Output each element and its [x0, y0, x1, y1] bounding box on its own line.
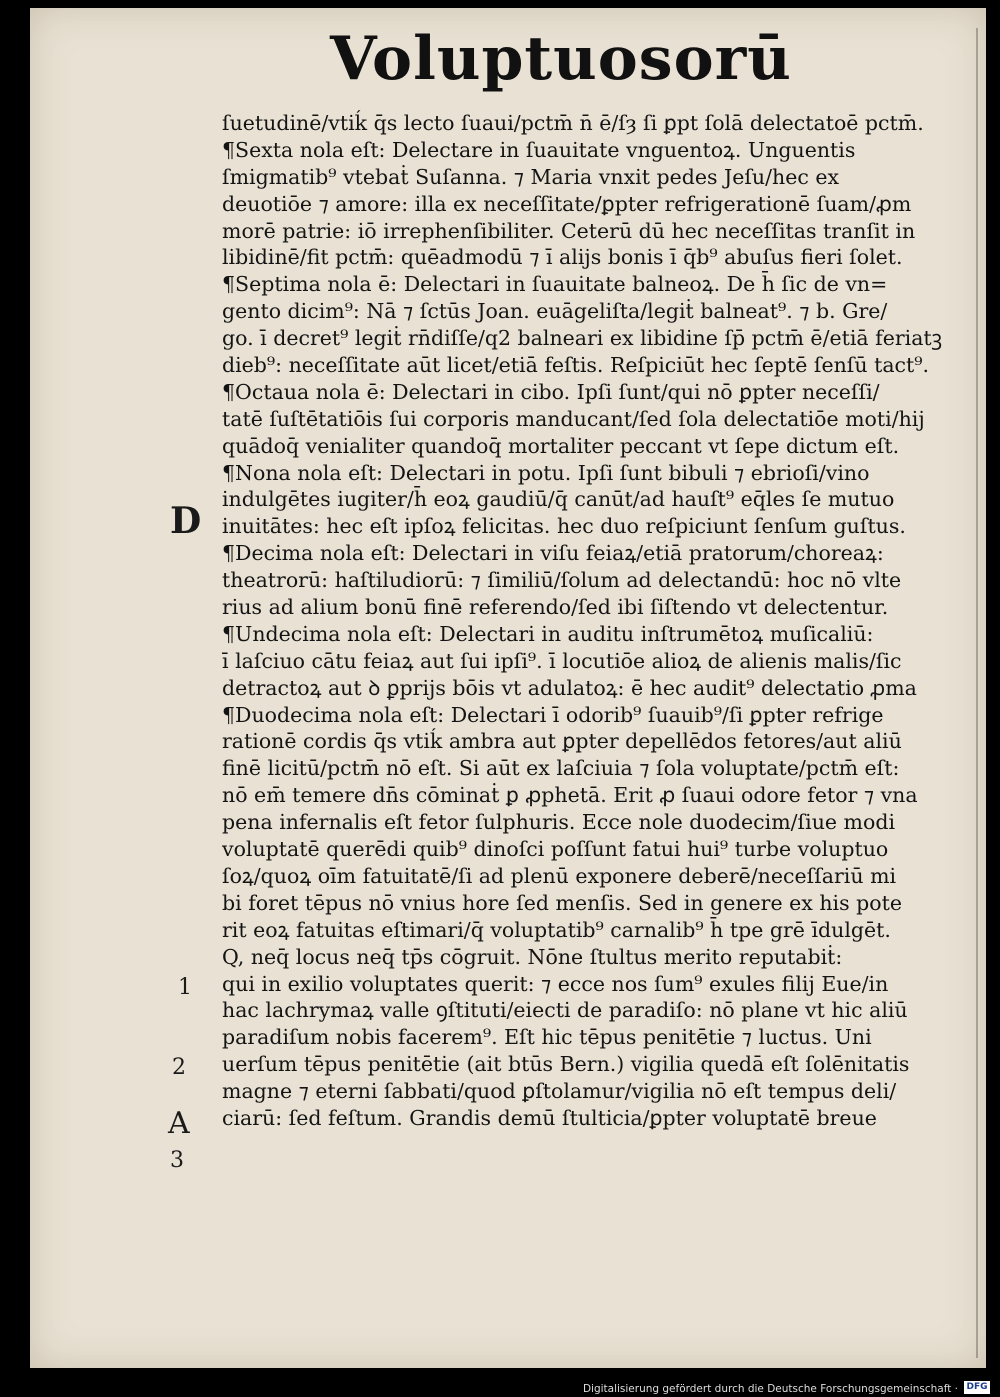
text-line: ¶Nona nola eſt: Delectari in potu. Ipſi ſunt bibuli ⁊ ebrioſi/vino	[222, 460, 870, 485]
text-line: ¶Duodecima nola eſt: Delectari ī odorib⁹ ſuauib⁹/ſi ꝑpter refrige	[222, 702, 884, 727]
text-line: ſmigmatib⁹ vtebaṫ Suſanna. ⁊ Maria vnxit pedes Jeſu/hec ex	[222, 164, 840, 189]
text-line: rius ad alium bonū finē referendo/ſed ibi ſiſtendo vt delectentur.	[222, 595, 889, 620]
text-line: dieb⁹: neceſſitate aūt licet/etiā feſtis. Reſpiciūt hec ſeptē ſenſū tact⁹.	[222, 353, 929, 378]
margin-note-d: D	[170, 500, 202, 542]
text-line: uerſum tēpus penitētie (ait btūs Bern.) vigilia quedā eſt ſolēnitatis	[222, 1052, 910, 1077]
dfg-logo: DFG	[964, 1381, 990, 1394]
digitization-credit: Digitalisierung gefördert durch die Deutsche Forschungsgemeinschaft ·	[582, 1383, 958, 1395]
text-line: ſoꝝ/quoꝝ oīm fatuitatē/ſi ad plenū exponere deberē/neceſſariū mi	[222, 863, 897, 888]
text-line: rit eoꝝ fatuitas eſtimari/q̄ voluptatib⁹ carnalib⁹ h̄ tpe grē īdulgēt.	[222, 917, 891, 942]
text-line: ¶Septima nola ē: Delectari in ſuauitate balneoꝝ. De h̄ ſic de vn=	[222, 272, 888, 297]
text-line: finē licitū/pctm̄ nō eſt. Si aūt ex laſciuia ⁊ ſola voluptate/pctm̄ eſt:	[222, 756, 900, 781]
text-line: morē patrie: iō irrephenſibiliter. Ceterū dū hec neceſſitas tranſit in	[222, 218, 916, 243]
text-line: go. ī decret⁹ legiṫ rn̄diſſe/q2 balneari ex libidine ſp̄ pctm̄ ē/etiā feriatꝫ	[222, 326, 943, 351]
margin-note-3: 3	[170, 1148, 184, 1173]
text-line: voluptatē querēdi quib⁹ dinoſci poſſunt fatui hui⁹ turbe voluptuo	[222, 837, 889, 862]
text-line: bi foret tēpus nō vnius hore ſed menſis. Sed in genere ex his pote	[222, 890, 902, 915]
text-line: ¶Sexta nola eſt: Delectare in ſuauitate vnguentoꝝ. Unguentis	[222, 137, 856, 162]
text-line: gento dicim⁹: Nā ⁊ ſctūs Joan. euāgeliſta/legiṫ balneat⁹. ⁊ b. Gre/	[222, 299, 888, 324]
margin-note-a: A	[168, 1106, 190, 1141]
text-line: magne ⁊ eterni ſabbati/quod ꝑſtolamur/vigilia nō eſt tempus deli/	[222, 1079, 897, 1104]
text-line: nō em̄ temere dn̄s cōminaṫ ꝑ ꝓphetā. Erit ꝓ ſuaui odore fetor ⁊ vna	[222, 783, 918, 808]
text-line: pena infernalis eſt fetor ſulphuris. Ecce nole duodecim/ſiue modi	[222, 810, 896, 835]
text-line: ciarū: ſed feſtum. Grandis demū ſtulticia/ꝑpter voluptatē breue	[222, 1105, 877, 1130]
text-line: hac lachrymaꝝ valle ꝯſtituti/eiecti de paradiſo: nō plane vt hic aliū	[222, 998, 908, 1023]
page-edge-line	[976, 28, 978, 1358]
text-line: detractoꝝ aut ꝺ ꝑprijs bōis vt adulatoꝝ: ē hec audit⁹ delectatio ꝓma	[222, 675, 917, 700]
text-line: tatē ſuſtētatiōis ſui corporis manducant/ſed ſola delectatiōe moti/hij	[222, 406, 925, 431]
text-line: ī laſciuo cātu feiaꝝ aut ſui ipſi⁹. ī locutiōe alioꝝ de alienis malis/ſic	[222, 648, 902, 673]
running-heading: Voluptuosorū	[330, 24, 792, 94]
text-line: inuitātes: hec eſt ipſoꝝ felicitas. hec duo reſpiciunt ſenſum guſtus.	[222, 514, 906, 539]
text-line: libidinē/fit pctm̄: quēadmodū ⁊ ī alijs bonis ī q̄b⁹ abuſus fieri ſolet.	[222, 245, 903, 270]
text-line: Q, neq̄ locus neq̄ tp̄s cōgruit. Nōne ſtultus merito reputabiṫ:	[222, 944, 843, 969]
margin-note-1: 1	[178, 975, 192, 1000]
text-line: deuotiōe ⁊ amore: illa ex neceſſitate/ꝑpter refrigerationē ſuam/ꝓm	[222, 191, 912, 216]
text-line: indulgētes iugiter/h̄ eoꝝ gaudiū/q̄ canūt/ad hauſt⁹ eq̄les ſe mutuo	[222, 487, 895, 512]
text-line: paradiſum nobis facerem⁹. Eſt hic tēpus penitētie ⁊ luctus. Uni	[222, 1025, 872, 1050]
text-line: theatrorū: haſtiludiorū: ⁊ ſimiliū/ſolum ad delectandū: hoc nō vlte	[222, 568, 902, 593]
text-line: rationē cordis q̄s vtiḱ ambra aut ꝑpter depellēdos fetores/aut aliū	[222, 729, 902, 754]
text-block	[222, 110, 962, 1132]
text-line: quādoq̄ venialiter quandoq̄ mortaliter peccant vt ſepe dictum eſt.	[222, 433, 900, 458]
text-line: ¶Undecima nola eſt: Delectari in auditu inſtrumētoꝝ muſicaliū:	[222, 621, 874, 646]
text-line: ¶Decima nola eſt: Delectari in viſu feiaꝝ/etiā pratorum/choreaꝝ:	[222, 541, 884, 566]
text-line: qui in exilio voluptates querit: ⁊ ecce nos ſum⁹ exules filij Eue/in	[222, 971, 889, 996]
text-line: ſuetudinē/vtiḱ q̄s lecto ſuaui/pctm̄ n̄ ē/ſȝ ſi ꝑpt ſolā delectatoē pctm̄.	[222, 111, 924, 135]
text-line: ¶Octaua nola ē: Delectari in cibo. Ipſi ſunt/qui nō ꝑpter neceſſi/	[222, 379, 880, 404]
margin-note-2: 2	[172, 1055, 186, 1080]
